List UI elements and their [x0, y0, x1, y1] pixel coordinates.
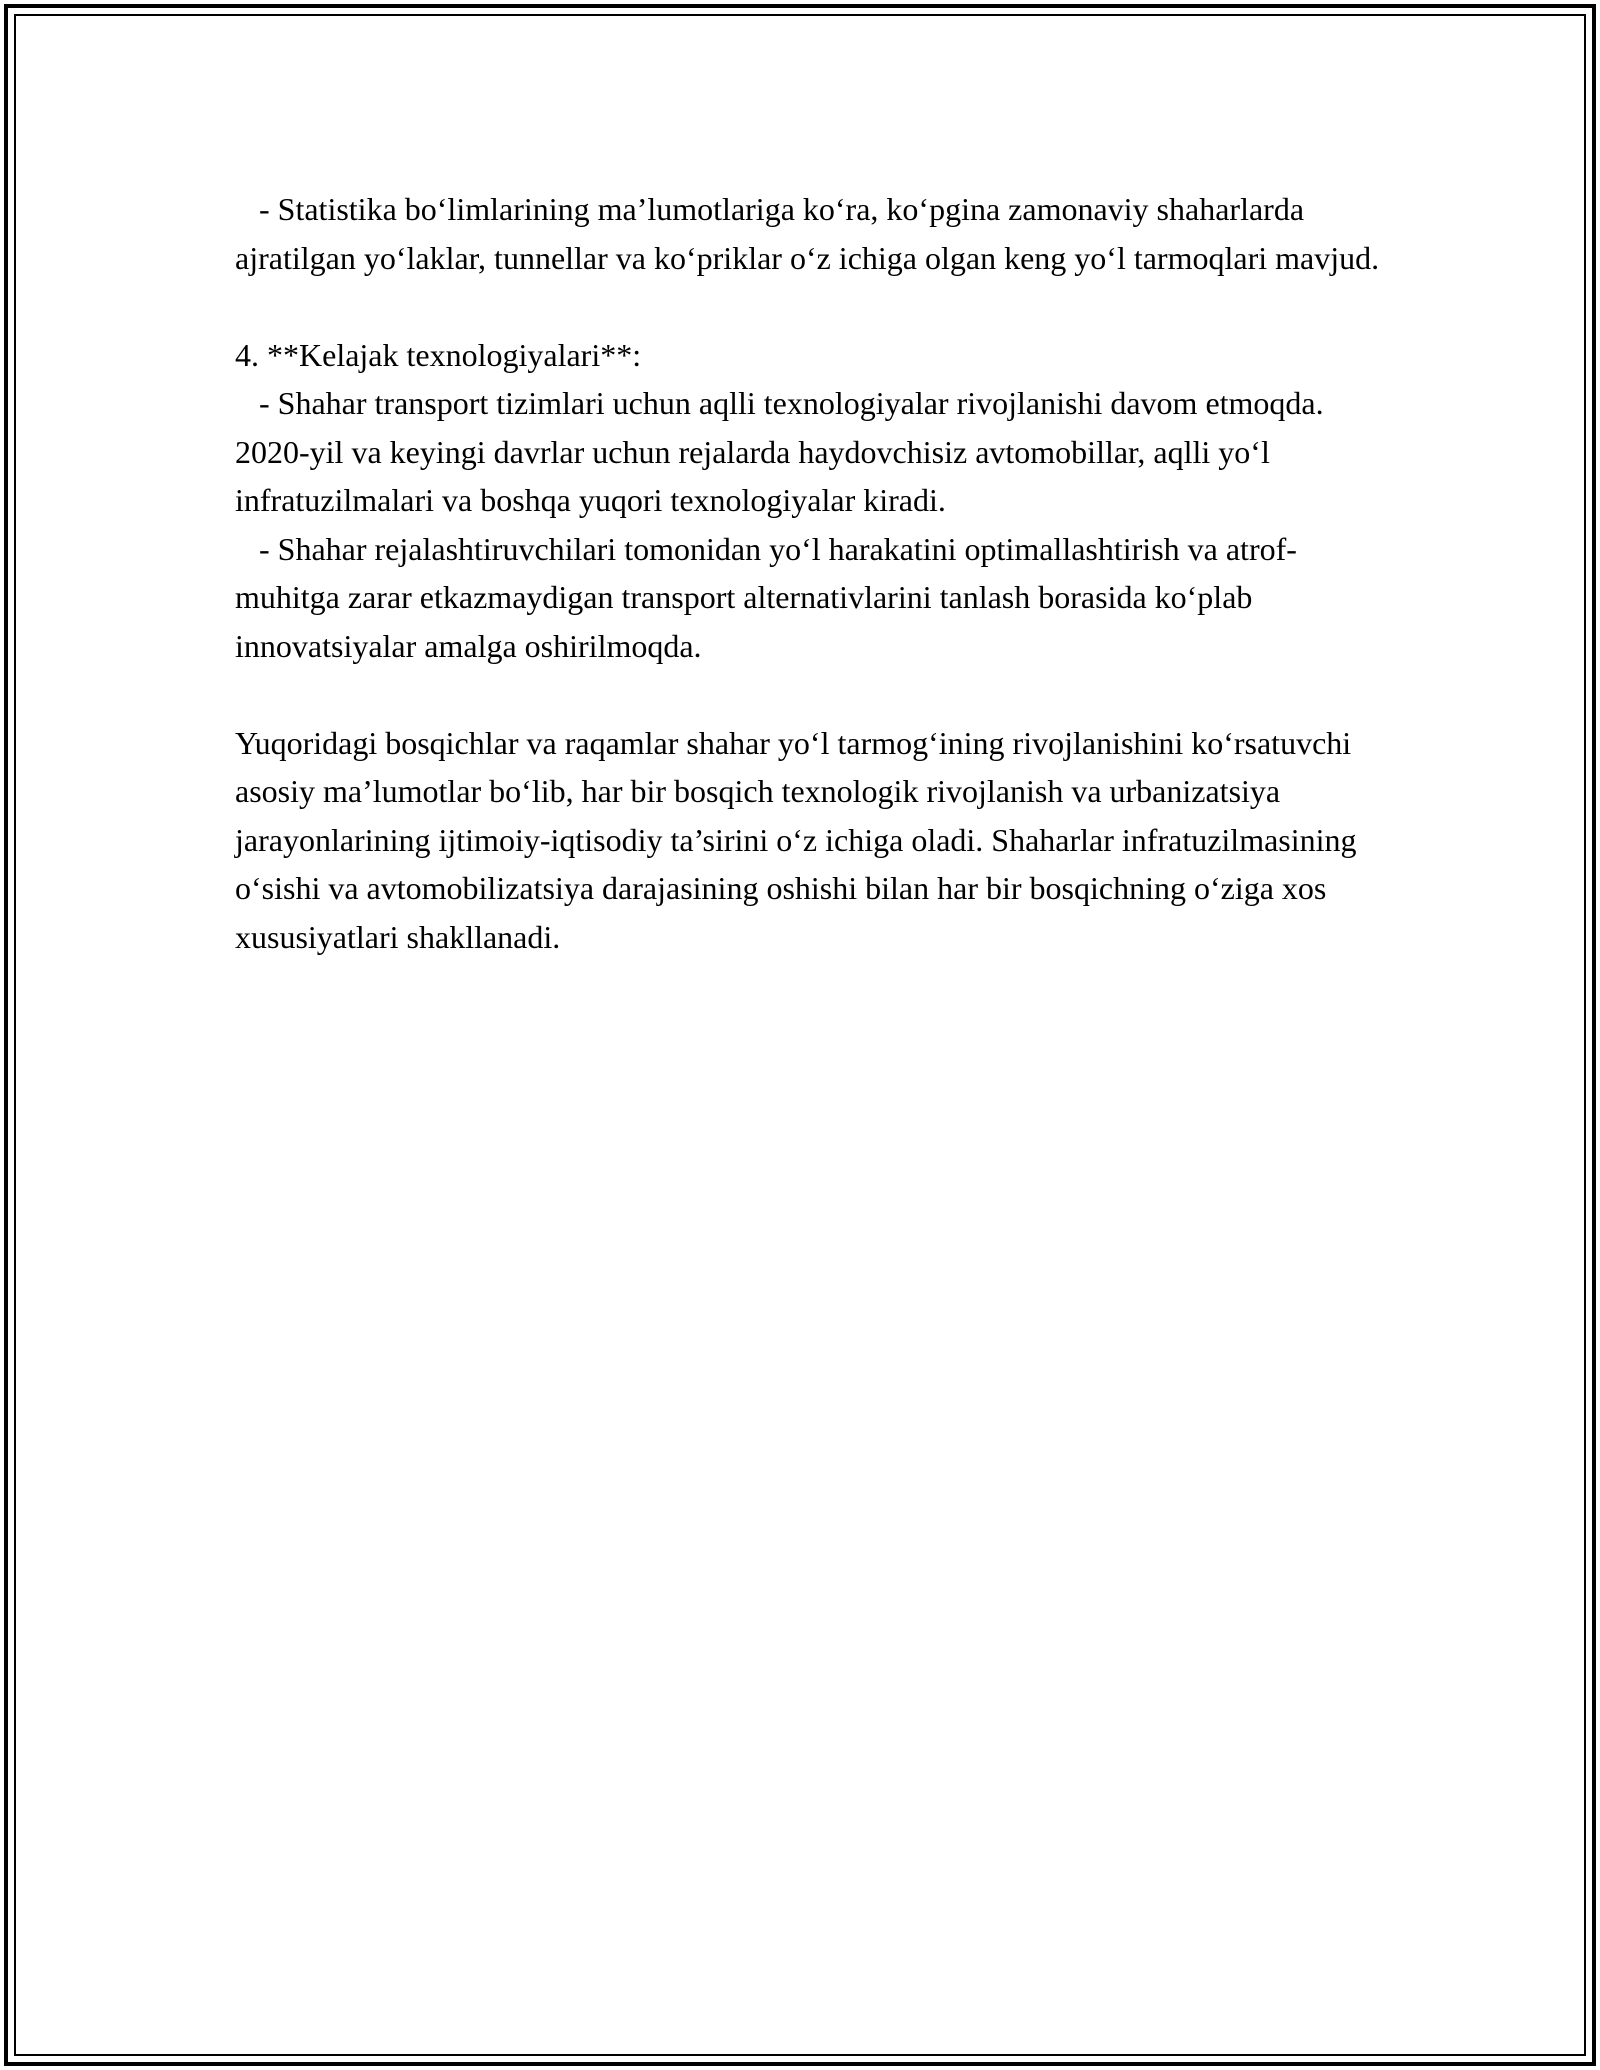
section-heading-future-technologies: 4. **Kelajak texnologiyalari**:: [235, 336, 642, 373]
document-body: [235, 185, 1385, 961]
paragraph-statistics: - Statistika bo‘limlarining ma’lumotlariga ko‘ra, ko‘pgina zamonaviy shaharlarda ajratilgan yo‘laklar, tunnellar va ko‘priklar o‘z ichiga olgan keng yo‘l tarmoqlari mavjud.: [235, 191, 1380, 276]
paragraph-spacer: [235, 670, 1385, 719]
paragraph-urban-planners: - Shahar rejalashtiruvchilari tomonidan yo‘l harakatini optimallashtirish va atrof-muhitga zarar etkazmaydigan transport alternativlarini tanlash borasida ko‘plab innovatsiyalar amalga oshirilmoqda.: [235, 530, 1297, 664]
paragraph-conclusion: Yuqoridagi bosqichlar va raqamlar shahar yo‘l tarmog‘ining rivojlanishini ko‘rsatuvchi asosiy ma’lumotlar bo‘lib, har bir bosqich texnologik rivojlanish va urbanizatsiya jarayonlarining ijtimoiy-iqtisodiy ta’sirini o‘z ichiga oladi. Shaharlar infratuzilmasining o‘sishi va avtomobilizatsiya darajasining oshishi bilan har bir bosqichning o‘ziga xos xususiyatlari shakllanadi.: [235, 724, 1365, 955]
paragraph-spacer: [235, 282, 1385, 331]
paragraph-smart-technologies: - Shahar transport tizimlari uchun aqlli texnologiyalar rivojlanishi davom etmoqda. 2020-yil va keyingi davrlar uchun rejalarda haydovchisiz avtomobillar, aqlli yo‘l infratuzilmalari va boshqa yuqori texnologiyalar kiradi.: [235, 385, 1332, 518]
